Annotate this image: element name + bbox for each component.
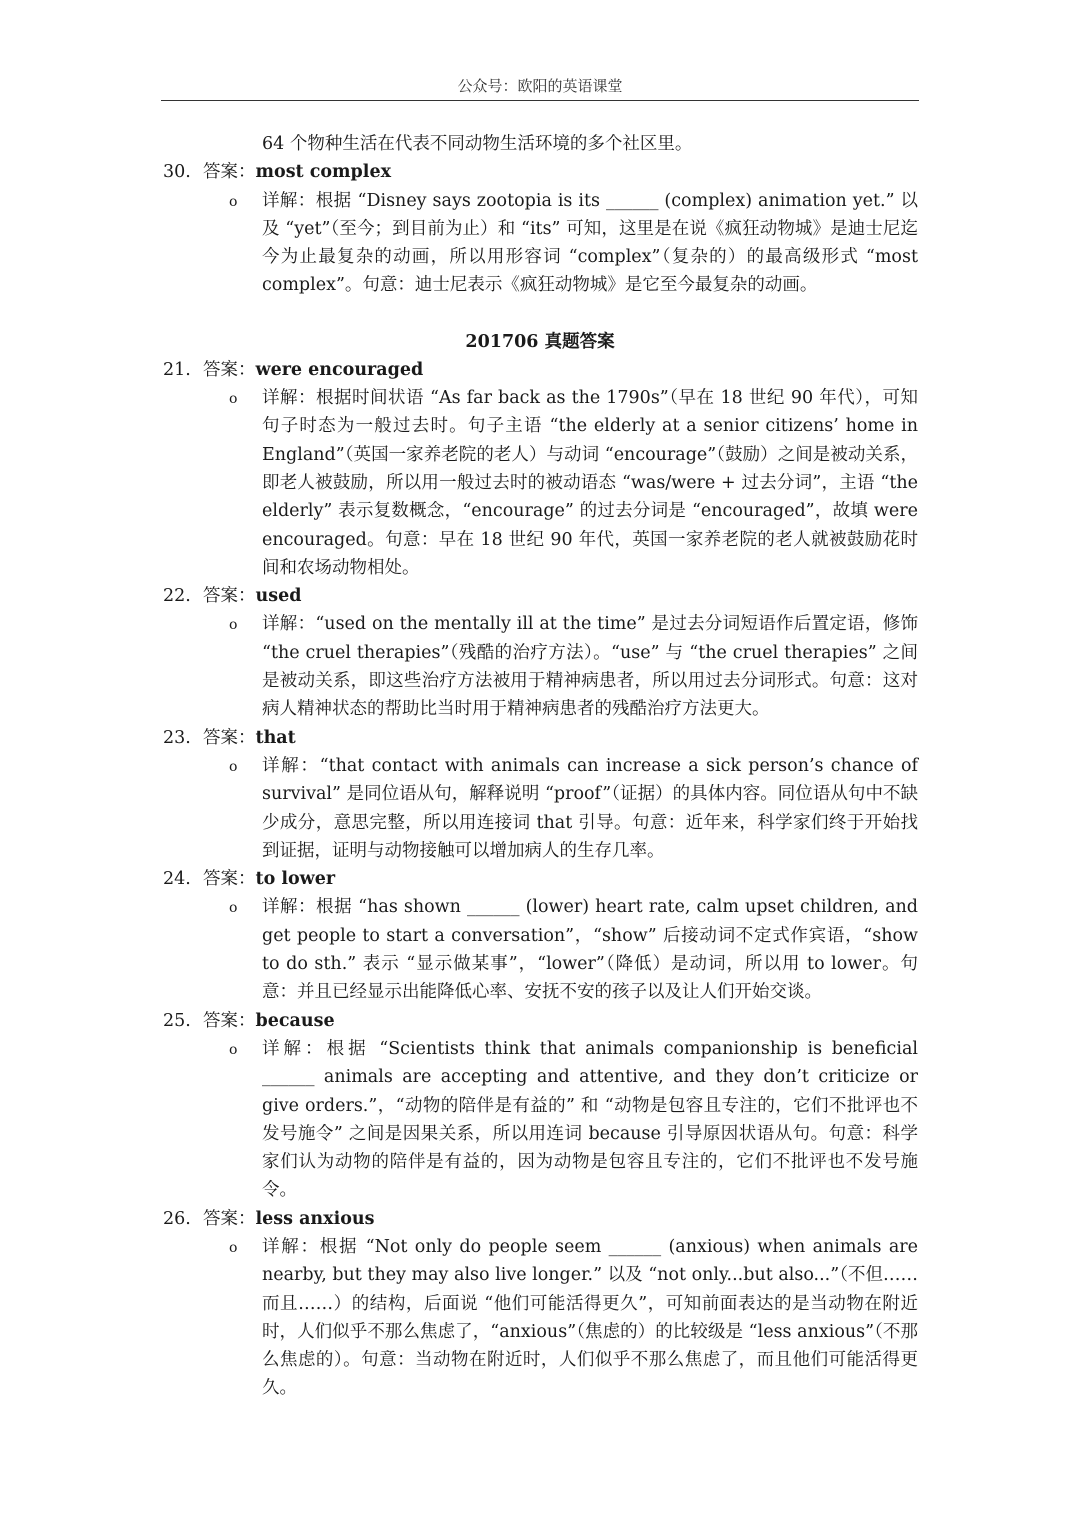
answer-label: [203, 158, 391, 186]
bullet-icon: o: [229, 900, 238, 917]
answer-label: [203, 724, 296, 752]
answer-text: most complex: [255, 162, 392, 183]
explanation-text: 详解：根据 “has shown ______ (lower) heart rate, calm upset children, and get people to start a conversation”，“show” 后接动词不定式作宾语，“show to do sth.” 表示 “显示做某事”，“lower”（降低）是动词，所以用 to lower。句意：并且已经显示出能降低心率、安抚不安的孩子以及让人们开始交谈。: [262, 897, 918, 1003]
explanation: [229, 1035, 918, 1205]
answer-text: less anxious: [255, 1208, 375, 1229]
answer-prefix: 答案：: [203, 727, 256, 748]
answer-item-30: [0, 158, 1080, 299]
answer-label: [203, 1205, 374, 1233]
answer-prefix: 答案：: [203, 586, 256, 607]
question-number: 23.: [163, 727, 191, 748]
header-divider: [161, 100, 919, 101]
explanation: [229, 384, 918, 582]
answer-text: were encouraged: [255, 359, 424, 380]
answer-item-24: [0, 865, 1080, 1006]
answer-text: because: [255, 1010, 335, 1031]
answer-label: [203, 356, 423, 384]
answer-label: [203, 1007, 335, 1035]
question-number: 30.: [163, 162, 191, 183]
explanation-text: 详解：根据 “Not only do people seem ______ (anxious) when animals are nearby, but they may also live longer.” 以及 “not only...but also...”（不但…… 而且……）的结构，后面说 “他们可能活得更久”，可知前面表达的是当动物在附近时，人们似乎不那么焦虑了，“anxious”（焦虑的）的比较级是 “less anxious”（不那么焦虑的）。句意：当动物在附近时，人们似乎不那么焦虑了，而且他们可能活得更久。: [262, 1236, 918, 1399]
explanation-text: 详解：根据 “Disney says zootopia is its ______ (complex) animation yet.” 以及 “yet”（至今；到目前为止）和 “its” 可知，这里是在说《疯狂动物城》是迪士尼迄今为止最复杂的动画，所以用形容词 “complex”（复杂的）的最高级形式 “most complex”。句意：迪士尼表示《疯狂动物城》是它至今最复杂的动画。: [262, 190, 918, 296]
answer-item-25: [0, 1007, 1080, 1205]
section-title: 201706 真题答案: [465, 331, 615, 352]
answer-prefix: 答案：: [203, 162, 256, 183]
explanation-text: 详解：“that contact with animals can increase a sick person’s chance of survival” 是同位语从句，解释说明 “proof”（证据）的具体内容。同位语从句中不缺少成分，意思完整，所以用连接词 that 引导。句意：近年来，科学家们终于开始找到证据，证明与动物接触可以增加病人的生存几率。: [262, 755, 918, 861]
answer-label: [203, 865, 335, 893]
answer-item-21: [0, 356, 1080, 582]
answer-text: that: [255, 727, 296, 748]
answer-line: [0, 724, 1080, 752]
page-header: 公众号：欧阳的英语课堂: [457, 77, 623, 95]
bullet-icon: o: [229, 1239, 238, 1256]
explanation-text: 详解：“used on the mentally ill at the time” 是过去分词短语作后置定语，修饰 “the cruel therapies”（残酷的治疗方法）。“use” 与 “the cruel therapies” 之间是被动关系，即这些治疗方法被用于精神病患者，所以用过去分词形式。句意：这对病人精神状态的帮助比当时用于精神病患者的残酷治疗方法更大。: [262, 614, 918, 720]
answer-line: [0, 356, 1080, 384]
explanation: [229, 610, 918, 723]
answer-prefix: 答案：: [203, 1208, 256, 1229]
explanation: [229, 893, 918, 1006]
intro-line: 64 个物种生活在代表不同动物生活环境的多个社区里。: [262, 134, 693, 154]
question-number: 26.: [163, 1208, 191, 1229]
bullet-icon: o: [229, 617, 238, 634]
answer-item-22: [0, 582, 1080, 723]
explanation-text: 详解：根据 “Scientists think that animals companionship is beneficial ______ animals are accepting and attentive, and they don’t criticize or give orders.”，“动物的陪伴是有益的” 和 “动物是包容且专注的，它们不批评也不发号施令” 之间是因果关系，所以用连词 because 引导原因状语从句。句意：科学家们认为动物的陪伴是有益的，因为动物是包容且专注的，它们不批评也不发号施令。: [262, 1038, 918, 1201]
explanation-text: 详解：根据时间状语 “As far back as the 1790s”（早在 18 世纪 90 年代），可知句子时态为一般过去时。句子主语 “the elderly at a senior citizens’ home in England”（英国一家养老院的老人）与动词 “encourage”（鼓励）之间是被动关系，即老人被鼓励，所以用一般过去时的被动语态 “was/were + 过去分词”，主语 “the elderly” 表示复数概念，“encourage” 的过去分词是 “encouraged”，故填 were encouraged。句意：早在 18 世纪 90 年代，英国一家养老院的老人就被鼓励花时间和农场动物相处。: [262, 388, 918, 578]
answer-prefix: 答案：: [203, 1010, 256, 1031]
answer-item-23: [0, 724, 1080, 865]
answer-line: [0, 1205, 1080, 1233]
question-number: 25.: [163, 1010, 191, 1031]
document-body: [0, 130, 1080, 1403]
question-number: 22.: [163, 586, 191, 607]
explanation: [229, 752, 918, 865]
answer-line: [0, 1007, 1080, 1035]
bullet-icon: o: [229, 193, 238, 210]
answer-line: [0, 582, 1080, 610]
answer-text: used: [255, 586, 302, 607]
explanation: [229, 187, 918, 300]
question-number: 24.: [163, 869, 191, 890]
answer-prefix: 答案：: [203, 869, 256, 890]
explanation: [229, 1233, 918, 1403]
answer-prefix: 答案：: [203, 359, 256, 380]
answer-line: [0, 865, 1080, 893]
bullet-icon: o: [229, 1041, 238, 1058]
bullet-icon: o: [229, 758, 238, 775]
bullet-icon: o: [229, 391, 238, 408]
answer-item-26: [0, 1205, 1080, 1403]
answer-label: [203, 582, 301, 610]
answer-line: [0, 158, 1080, 186]
question-number: 21.: [163, 359, 191, 380]
answer-text: to lower: [255, 869, 336, 890]
